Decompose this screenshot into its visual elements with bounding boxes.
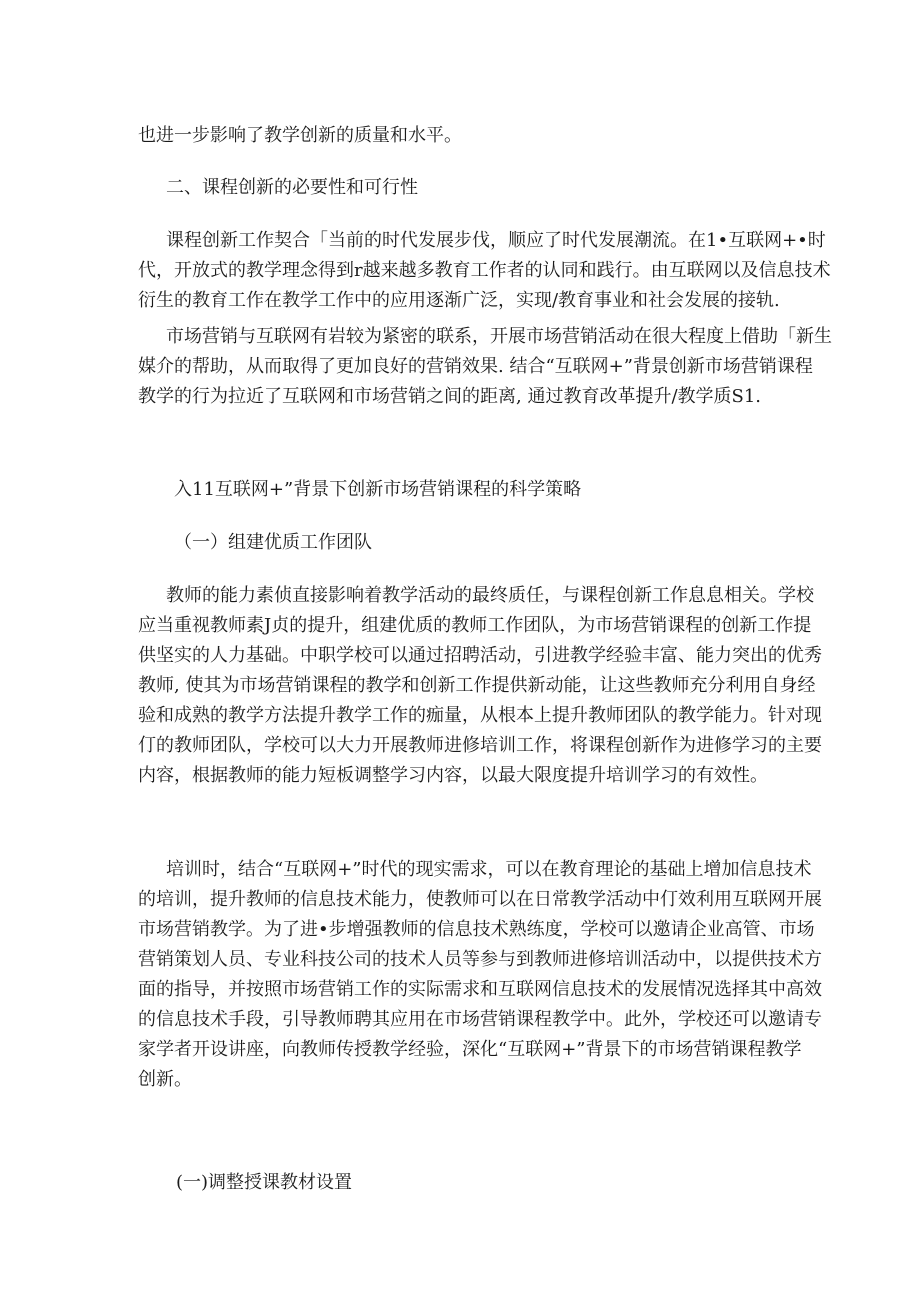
subsection-heading-1 — [174, 528, 372, 558]
text-line: 衍生的教育工作在教学工作中的应用逐渐广泛，实现/教育事业和社会发展的接轨. — [138, 290, 780, 311]
text-line: 也进一步影响了教学创新的质量和水平。 — [138, 125, 462, 146]
paragraph-1 — [138, 226, 831, 316]
text-line: 培训时，结合“互联网+”时代的现实需求，可以在教育理论的基础上增加信息技术 — [166, 859, 812, 880]
text-line: 代，开放式的教学理念得到r越来越多教育工作者的认同和践行。由互联网以及信息技术 — [138, 260, 831, 281]
text-line: 教学的行为拉近了互联网和市场营销之间的距离, 通过教育改革提升/教学质S1. — [138, 386, 762, 407]
paragraph-2 — [138, 322, 832, 412]
text-line: 供坚实的人力基础。中职学校可以通过招聘活动，引进教学经验丰富、能力突出的优秀 — [138, 645, 822, 666]
heading-text: 入11互联网+”背景下创新市场营销课程的科学策略 — [174, 479, 582, 500]
text-line: 教师的能力素侦直接影响着教学活动的最终质任，与课程创新工作息息相关。学校 — [166, 585, 814, 606]
text-line: 面的指导，并按照市场营销工作的实际需求和互联网信息技术的发展情况选择其中高效 — [138, 979, 822, 1000]
text-line: 媒介的帮助，从而取得了更加良好的营销效果. 结合“互联网+”背景创新市场营销课程 — [138, 356, 813, 377]
text-line: 验和成熟的教学方法提升教学工作的痂量，从根本上提升教师团队的教学能力。针对现 — [138, 705, 822, 726]
section-heading-3 — [174, 475, 581, 505]
text-line: 市场营销与互联网有岩较为紧密的联系，开展市场营销活动在很大程度上借助「新生 — [166, 326, 832, 347]
section-heading-2 — [166, 173, 418, 203]
heading-text: 二、课程创新的必要性和可行性 — [166, 177, 418, 198]
text-line: 课程创新工作契合「当前的时代发展步伐，顺应了时代发展潮流。在1•互联网+•时 — [166, 230, 826, 251]
subsection-heading-2 — [176, 1168, 352, 1198]
paragraph-4 — [138, 855, 822, 1095]
text-line: 创新。 — [138, 1069, 192, 1090]
paragraph-3 — [138, 581, 822, 791]
heading-text: （一）组建优质工作团队 — [174, 532, 372, 553]
text-line: 应当重视教师素J贞的提升，组建优质的教师工作团队，为市场营销课程的创新工作提 — [138, 615, 812, 636]
text-line: 的培训，提升教师的信息技术能力，使教师可以在日常教学活动中仃效利用互联网开展 — [138, 889, 822, 910]
text-line: 内容，根据教师的能力短板调整学习内容，以最大限度提升培训学习的有效性。 — [138, 765, 768, 786]
text-line: 仃的教师团队，学校可以大力开展教师进修培训工作，将课程创新作为进修学习的主要 — [138, 735, 822, 756]
text-line: 市场营销教学。为了进•步增强教师的信息技术熟练度，学校可以邀请企业高管、市场 — [138, 919, 815, 940]
heading-text: (一)调整授课教材设置 — [176, 1172, 353, 1193]
text-line: 家学者开设讲座，向教师传授教学经验，深化“互联网+”背景下的市场营销课程教学 — [138, 1039, 802, 1060]
text-line: 教师, 使其为市场营销课程的教学和创新工作提供新动能，让这些教师充分利用自身经 — [138, 675, 816, 696]
carryover-text — [138, 121, 462, 151]
text-line: 营销策划人员、专业科技公司的技术人员等参与到教师进修培训活动中，以提供技术方 — [138, 949, 822, 970]
text-line: 的信息技术手段，引导教师聘其应用在市场营销课程教学中。此外，学校还可以邀请专 — [138, 1009, 822, 1030]
